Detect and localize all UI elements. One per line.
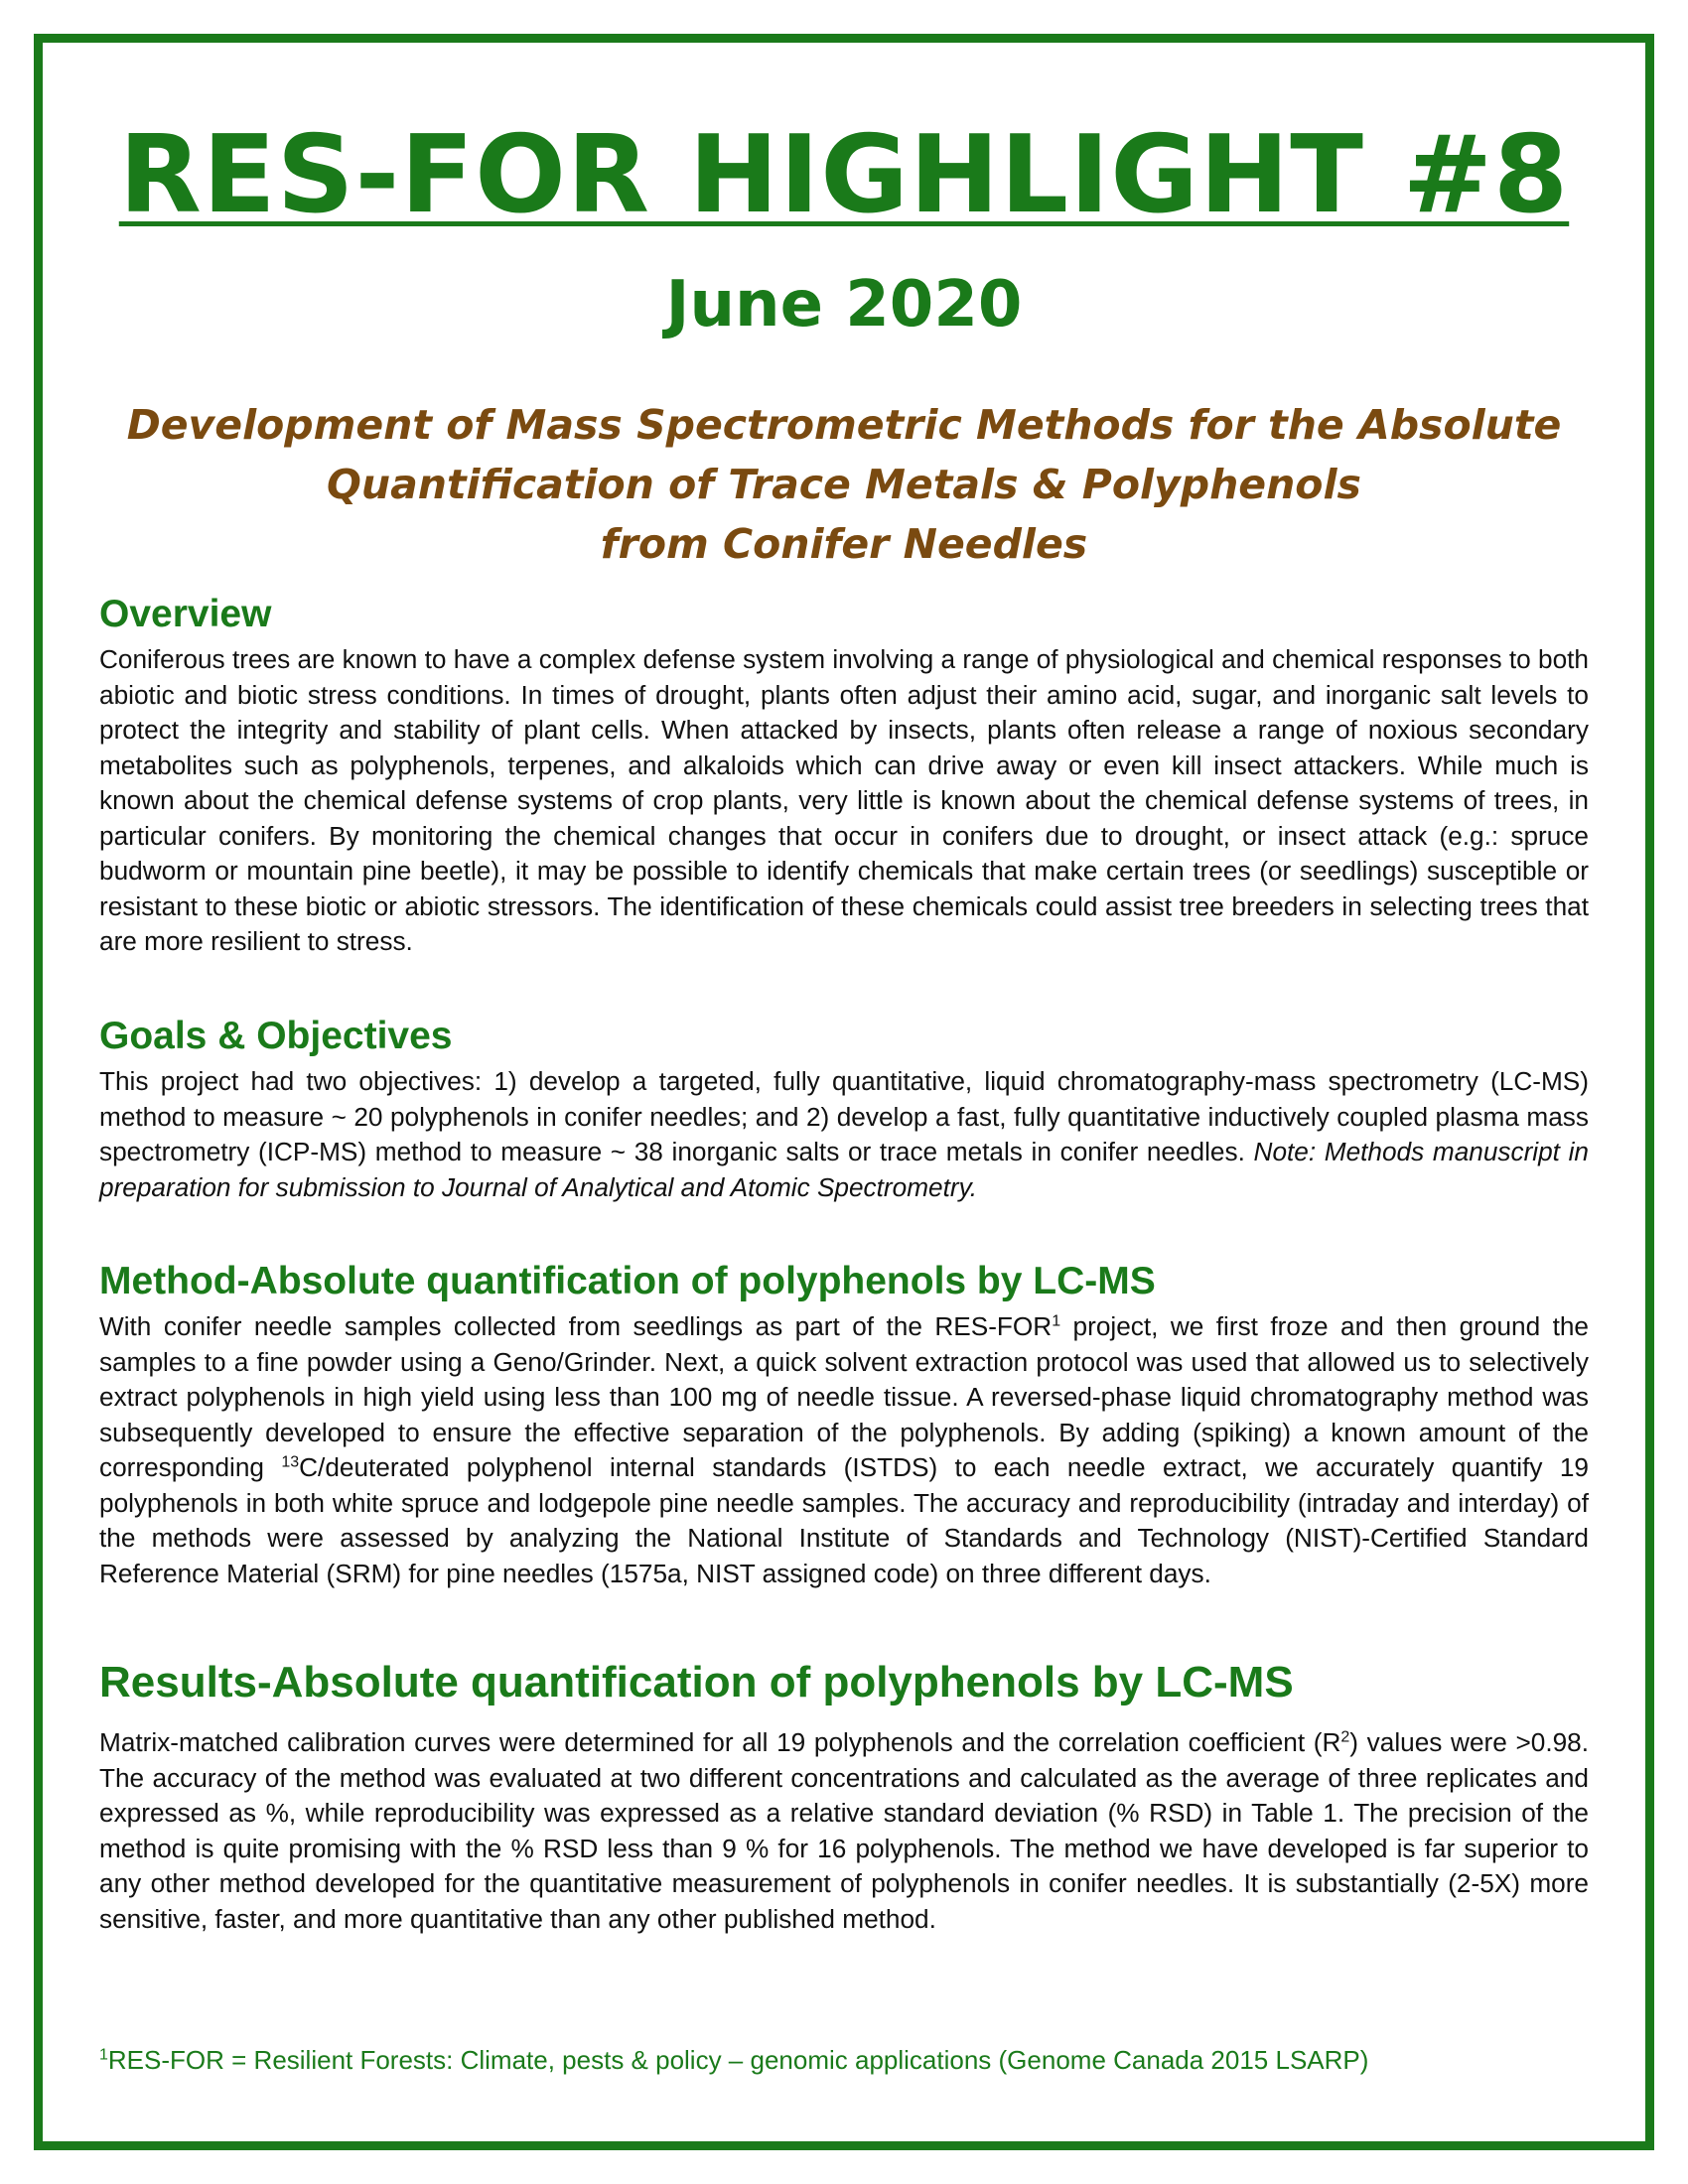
method-text-part-1: With conifer needle samples collected from seedlings as part of the RES-FOR (99, 1311, 1053, 1341)
results-text-part-1: Matrix-matched calibration curves were determined for all 19 polyphenols and the correlation coefficient (R (99, 1727, 1341, 1757)
footnote-ref: 1 (1052, 1312, 1061, 1330)
article-subtitle (0, 395, 1688, 574)
isotope-superscript: 13 (281, 1453, 300, 1471)
goals-note: Note: Methods manuscript in preparation for submission to Journal of Analytical and Atomic Spectrometry. (99, 1137, 1589, 1202)
goals-body: This project had two objectives: 1) develop a targeted, fully quantitative, liquid chromatography-mass spectrometry (LC-MS) method to measure ~ 20 polyphenols in conifer needles; and 2) develop a fast, fully quantitative inductively coupled plasma mass spectrometry (ICP-MS) method to measure ~ 38 inorganic salts or trace metals in conifer needles. (99, 1066, 1589, 1166)
goals-heading: Goals & Objectives (99, 1015, 453, 1057)
method-text (99, 1309, 1589, 1591)
method-text-part-3: C/deuterated polyphenol internal standards (ISTDS) to each needle extract, we accurately quantify 19 polyphenols in both white spruce and lodgepole pine needle samples. The accuracy and reproducibility (intraday and interday) of the methods were assessed by analyzing the National Institute of Standards and Technology (NIST)-Certified Standard Reference Material (SRM) for pine needles (1575a, NIST assigned code) on three different days. (99, 1452, 1589, 1588)
footnote-text: RES-FOR = Resilient Forests: Climate, pests & policy – genomic applications (Genome Canada 2015 LSARP) (107, 2045, 1369, 2075)
footnote (99, 2043, 1589, 2077)
goals-text (99, 1064, 1589, 1205)
results-heading: Results-Absolute quantification of polyphenols by LC-MS (99, 1658, 1294, 1706)
subtitle-line-2: Quantification of Trace Metals & Polyphenols (327, 461, 1361, 508)
subtitle-line-3: from Conifer Needles (600, 520, 1088, 568)
results-text (99, 1725, 1589, 1937)
issue-date: June 2020 (665, 268, 1023, 341)
subtitle-line-1: Development of Mass Spectrometric Methods for the Absolute (126, 401, 1562, 449)
method-text-part-2: project, we first froze and then ground the samples to a fine powder using a Geno/Grinder. Next, a quick solvent extraction protocol was used that allowed us to selectively extract polyphenols in high yield using less than 100 mg of needle tissue. A reversed-phase liquid chromatography method was subsequently developed to ensure the effective separation of the polyphenols. By adding (spiking) a known amount of the corresponding (99, 1311, 1589, 1482)
overview-text: Coniferous trees are known to have a complex defense system involving a range of physiological and chemical responses to both abiotic and biotic stress conditions. In times of drought, plants often adjust their amino acid, sugar, and inorganic salt levels to protect the integrity and stability of plant cells. When attacked by insects, plants often release a range of noxious secondary metabolites such as polyphenols, terpenes, and alkaloids which can drive away or even kill insect attackers. While much is known about the chemical defense systems of crop plants, very little is known about the chemical defense systems of trees, in particular conifers. By monitoring the chemical changes that occur in conifers due to drought, or insect attack (e.g.: spruce budworm or mountain pine beetle), it may be possible to identify chemicals that make certain trees (or seedlings) susceptible or resistant to these biotic or abiotic stressors. The identification of these chemicals could assist tree breeders in selecting trees that are more resilient to stress. (99, 644, 1589, 956)
method-heading: Method-Absolute quantification of polyphenols by LC-MS (99, 1260, 1156, 1302)
overview-heading: Overview (99, 593, 272, 635)
results-text-part-2: ) values were >0.98. The accuracy of the method was evaluated at two different concentrations and calculated as the average of three replicates and expressed as %, while reproducibility was expressed as a relative standard deviation (% RSD) in Table 1. The precision of the method is quite promising with the % RSD less than 9 % for 16 polyphenols. The method we have developed is far superior to any other method developed for the quantitative measurement of polyphenols in conifer needles. It is substantially (2-5X) more sensitive, faster, and more quantitative than any other published method. (99, 1727, 1589, 1934)
highlight-title: RES-FOR HIGHLIGHT #8 (118, 113, 1570, 237)
r-squared-superscript: 2 (1340, 1728, 1350, 1746)
footnote-marker: 1 (99, 2046, 108, 2064)
